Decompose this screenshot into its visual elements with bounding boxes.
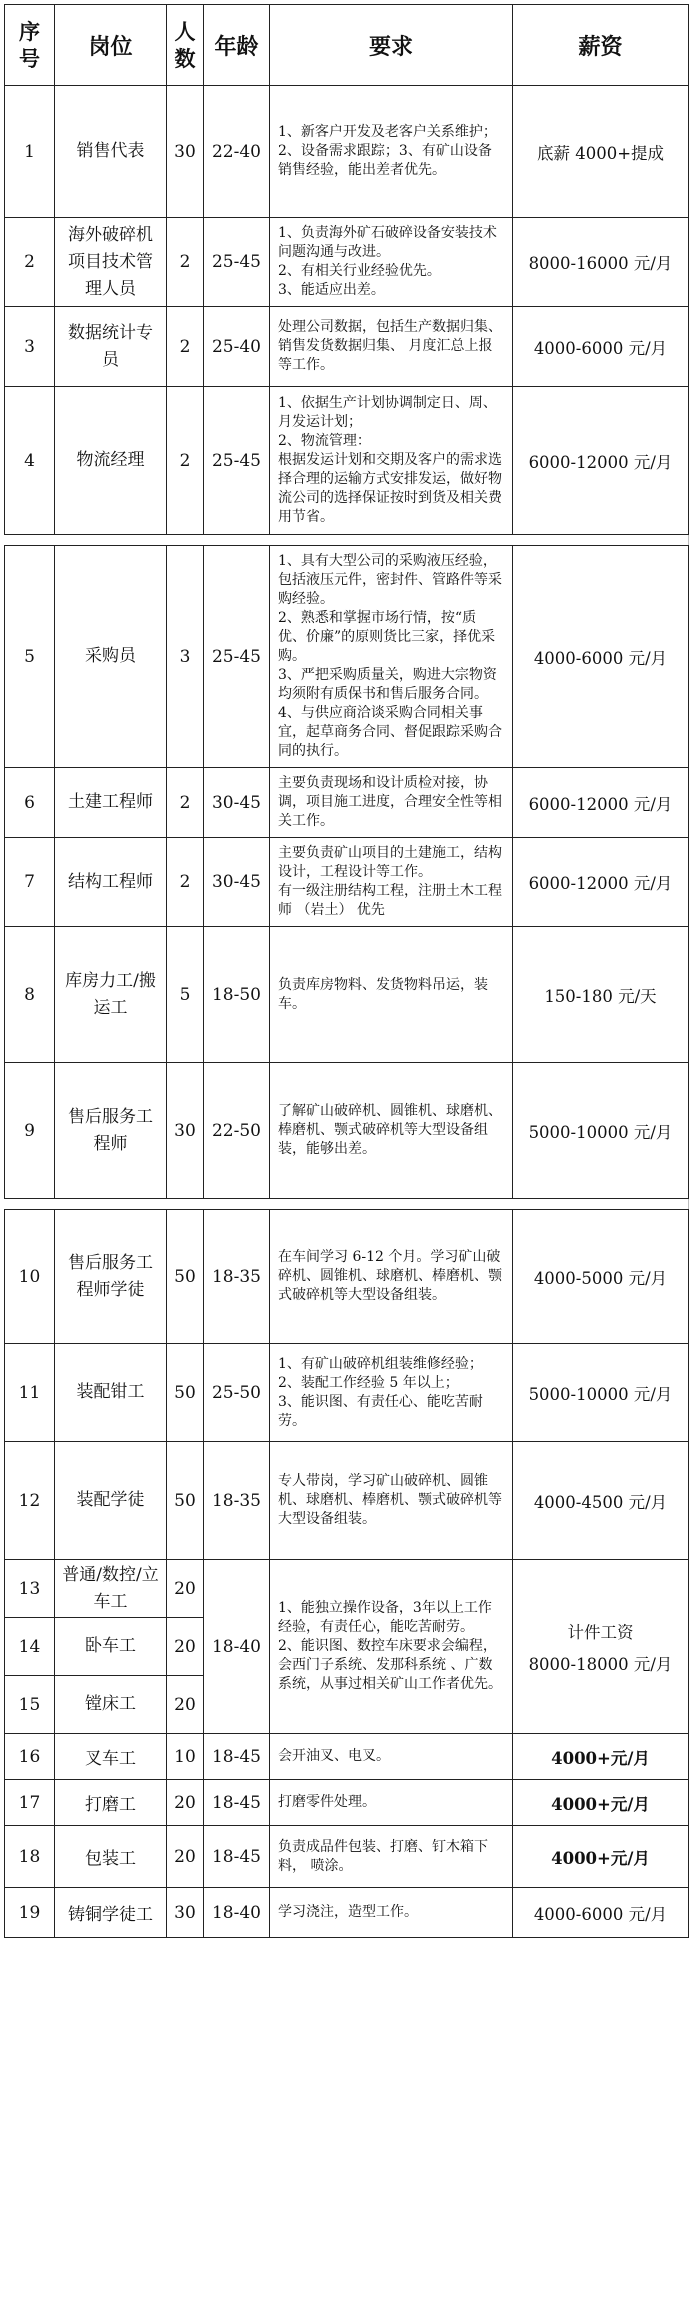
row-post: 结构工程师 <box>55 838 167 927</box>
group-salary-type: 计件工资 <box>567 1622 634 1642</box>
table-row <box>5 927 689 1063</box>
header-no: 序号 <box>5 5 55 86</box>
row-post: 海外破碎机项目技术管理人员 <box>55 218 167 307</box>
row-age: 18-45 <box>204 1780 270 1826</box>
row-no: 9 <box>5 1063 55 1199</box>
row-no: 13 <box>5 1560 55 1618</box>
table-row <box>5 1210 689 1344</box>
section-gap <box>5 1199 689 1210</box>
row-salary: 6000-12000 元/月 <box>513 387 689 535</box>
requirement-line: 3、能识图、有责任心、能吃苦耐劳。 <box>278 1393 483 1429</box>
requirement-line: 1、能独立操作设备，3年以上工作经验，有责任心，能吃苦耐劳。 <box>278 1600 492 1635</box>
row-salary: 4000-6000 元/月 <box>513 546 689 768</box>
row-count: 20 <box>167 1618 204 1676</box>
row-count: 2 <box>167 838 204 927</box>
row-salary: 4000+元/月 <box>513 1826 689 1888</box>
row-no: 7 <box>5 838 55 927</box>
row-salary: 4000+元/月 <box>513 1734 689 1780</box>
row-count: 30 <box>167 86 204 218</box>
row-no: 1 <box>5 86 55 218</box>
requirement-cell <box>270 1344 513 1442</box>
requirement-line: 专人带岗，学习矿山破碎机、圆锥机、球磨机、棒磨机、颚式破碎机等大型设备组装。 <box>278 1473 502 1527</box>
requirement-line: 2、物流管理： <box>278 433 371 449</box>
requirement-cell <box>270 768 513 838</box>
requirement-cell <box>270 927 513 1063</box>
requirement-cell <box>270 546 513 768</box>
row-age: 25-50 <box>204 1344 270 1442</box>
requirement-cell <box>270 86 513 218</box>
requirement-line: 主要负责矿山项目的土建施工，结构设计，工程设计等工作。 <box>278 845 502 880</box>
row-post: 打磨工 <box>55 1780 167 1826</box>
row-no: 19 <box>5 1888 55 1938</box>
row-count: 50 <box>167 1442 204 1560</box>
row-count: 50 <box>167 1344 204 1442</box>
header-age: 年龄 <box>204 5 270 86</box>
row-post: 采购员 <box>55 546 167 768</box>
row-post: 土建工程师 <box>55 768 167 838</box>
group-salary-range: 8000-18000 元/月 <box>528 1654 673 1674</box>
row-salary: 底薪 4000+提成 <box>513 86 689 218</box>
requirement-line: 3、严把采购质量关，购进大宗物资均须附有质保书和售后服务合同。 <box>278 667 497 702</box>
section-gap <box>5 535 689 546</box>
gap-cell <box>55 1199 167 1210</box>
requirement-cell <box>270 1063 513 1199</box>
requirement-cell <box>270 387 513 535</box>
row-count: 30 <box>167 1063 204 1199</box>
row-age: 18-45 <box>204 1734 270 1780</box>
requirement-line: 负责库房物料、发货物料吊运，装车。 <box>278 976 488 1012</box>
gap-cell <box>5 1199 55 1210</box>
gap-cell <box>5 535 55 546</box>
header-salary: 薪资 <box>513 5 689 86</box>
requirement-cell <box>270 1826 513 1888</box>
requirement-line: 处理公司数据，包括生产数据归集、销售发货数据归集、 月度汇总上报等工作。 <box>278 319 502 373</box>
table-row <box>5 546 689 768</box>
row-age: 25-40 <box>204 307 270 387</box>
table-row <box>5 1442 689 1560</box>
row-post: 物流经理 <box>55 387 167 535</box>
requirement-cell <box>270 1210 513 1344</box>
row-age: 22-50 <box>204 1063 270 1199</box>
row-count: 2 <box>167 768 204 838</box>
requirement-line: 在车间学习 6-12 个月。学习矿山破碎机、圆锥机、球磨机、棒磨机、颚式破碎机等大型设备组装。 <box>278 1249 502 1303</box>
requirement-line: 1、具有大型公司的采购液压经验，包括液压元件，密封件、管路件等采购经验。 <box>278 553 502 607</box>
table-row <box>5 1063 689 1199</box>
table-row <box>5 838 689 927</box>
row-post: 销售代表 <box>55 86 167 218</box>
row-count: 10 <box>167 1734 204 1780</box>
row-salary: 5000-10000 元/月 <box>513 1063 689 1199</box>
row-count: 3 <box>167 546 204 768</box>
requirement-line: 2、有相关行业经验优先。 <box>278 263 441 279</box>
group-age: 18-40 <box>204 1560 270 1734</box>
row-no: 12 <box>5 1442 55 1560</box>
gap-cell <box>270 535 513 546</box>
row-post: 镗床工 <box>55 1676 167 1734</box>
requirement-line: 1、有矿山破碎机组装维修经验； <box>278 1355 483 1372</box>
requirement-cell <box>270 307 513 387</box>
row-age: 18-35 <box>204 1210 270 1344</box>
row-age: 18-45 <box>204 1826 270 1888</box>
gap-cell <box>513 535 689 546</box>
row-salary: 4000-5000 元/月 <box>513 1210 689 1344</box>
row-no: 4 <box>5 387 55 535</box>
row-post: 数据统计专员 <box>55 307 167 387</box>
row-salary: 150-180 元/天 <box>513 927 689 1063</box>
requirement-cell <box>270 1734 513 1780</box>
requirement-line: 学习浇注，造型工作。 <box>278 1904 418 1920</box>
gap-cell <box>270 1199 513 1210</box>
row-post: 包装工 <box>55 1826 167 1888</box>
row-post: 叉车工 <box>55 1734 167 1780</box>
gap-cell <box>513 1199 689 1210</box>
requirement-cell <box>270 1560 513 1734</box>
row-salary: 4000+元/月 <box>513 1780 689 1826</box>
row-no: 15 <box>5 1676 55 1734</box>
row-age: 25-45 <box>204 218 270 307</box>
requirement-line: 1、负责海外矿石破碎设备安装技术问题沟通与改进。 <box>278 225 497 260</box>
requirement-cell <box>270 1780 513 1826</box>
row-age: 30-45 <box>204 838 270 927</box>
requirement-line: 2、能识图、数控车床要求会编程，会西门子系统、发那科系统 、广数系统，从事过相关矿山工作者优先。 <box>278 1638 502 1692</box>
row-age: 18-40 <box>204 1888 270 1938</box>
table-row <box>5 768 689 838</box>
requirement-line: 了解矿山破碎机、圆锥机、球磨机、棒磨机、颚式破碎机等大型设备组装，能够出差。 <box>278 1103 502 1157</box>
table-row <box>5 307 689 387</box>
group-salary <box>513 1560 689 1734</box>
row-no: 16 <box>5 1734 55 1780</box>
requirement-line: 有一级注册结构工程，注册土木工程师 （岩土） 优先 <box>278 883 502 918</box>
row-no: 11 <box>5 1344 55 1442</box>
requirement-line: 主要负责现场和设计质检对接，协调，项目施工进度，合理安全性等相关工作。 <box>278 775 502 829</box>
row-salary: 5000-10000 元/月 <box>513 1344 689 1442</box>
requirement-line: 根据发运计划和交期及客户的需求选择合理的运输方式安排发运，做好物流公司的选择保证按时到货及相关费用节省。 <box>278 452 502 525</box>
row-post: 铸铜学徒工 <box>55 1888 167 1938</box>
recruitment-table <box>4 4 689 1938</box>
row-no: 5 <box>5 546 55 768</box>
gap-cell <box>55 535 167 546</box>
row-post: 普通/数控/立车工 <box>55 1560 167 1618</box>
row-count: 5 <box>167 927 204 1063</box>
requirement-line: 2、装配工作经验 5 年以上； <box>278 1374 459 1391</box>
row-no: 3 <box>5 307 55 387</box>
requirement-line: 4、与供应商洽谈采购合同相关事宜，起草商务合同、督促跟踪采购合同的执行。 <box>278 705 502 759</box>
row-age: 25-45 <box>204 546 270 768</box>
row-count: 20 <box>167 1826 204 1888</box>
row-post: 售后服务工程师 <box>55 1063 167 1199</box>
row-count: 2 <box>167 387 204 535</box>
table-row <box>5 1560 689 1618</box>
recruitment-table-sheet <box>4 4 688 1938</box>
requirement-line: 打磨零件处理。 <box>278 1794 376 1810</box>
row-post: 卧车工 <box>55 1618 167 1676</box>
requirement-line: 3、能适应出差。 <box>278 282 385 298</box>
row-post: 库房力工/搬运工 <box>55 927 167 1063</box>
header-count: 人数 <box>167 5 204 86</box>
row-age: 18-35 <box>204 1442 270 1560</box>
gap-cell <box>167 1199 204 1210</box>
requirement-line: 会开油叉、电叉。 <box>278 1748 390 1764</box>
row-salary: 4000-4500 元/月 <box>513 1442 689 1560</box>
row-age: 18-50 <box>204 927 270 1063</box>
table-row <box>5 1734 689 1780</box>
row-no: 10 <box>5 1210 55 1344</box>
table-row <box>5 1888 689 1938</box>
row-count: 20 <box>167 1560 204 1618</box>
header-post: 岗位 <box>55 5 167 86</box>
row-post: 装配钳工 <box>55 1344 167 1442</box>
row-post: 售后服务工程师学徒 <box>55 1210 167 1344</box>
row-age: 30-45 <box>204 768 270 838</box>
row-age: 22-40 <box>204 86 270 218</box>
row-post: 装配学徒 <box>55 1442 167 1560</box>
requirement-line: 1、新客户开发及老客户关系维护；2、设备需求跟踪；3、有矿山设备销售经验，能出差者优先。 <box>278 124 497 178</box>
row-salary: 4000-6000 元/月 <box>513 307 689 387</box>
row-count: 20 <box>167 1676 204 1734</box>
requirement-cell <box>270 1442 513 1560</box>
row-no: 2 <box>5 218 55 307</box>
row-salary: 4000-6000 元/月 <box>513 1888 689 1938</box>
gap-cell <box>204 1199 270 1210</box>
requirement-cell <box>270 838 513 927</box>
requirement-line: 2、熟悉和掌握市场行情，按“质优、价廉”的原则货比三家，择优采购。 <box>278 610 496 664</box>
gap-cell <box>167 535 204 546</box>
row-no: 6 <box>5 768 55 838</box>
row-count: 2 <box>167 307 204 387</box>
table-header-row <box>5 5 689 86</box>
row-salary: 8000-16000 元/月 <box>513 218 689 307</box>
gap-cell <box>204 535 270 546</box>
row-salary: 6000-12000 元/月 <box>513 838 689 927</box>
row-no: 14 <box>5 1618 55 1676</box>
row-no: 17 <box>5 1780 55 1826</box>
table-row <box>5 387 689 535</box>
requirement-cell <box>270 1888 513 1938</box>
row-count: 30 <box>167 1888 204 1938</box>
row-age: 25-45 <box>204 387 270 535</box>
header-req: 要求 <box>270 5 513 86</box>
table-row <box>5 86 689 218</box>
table-row <box>5 1826 689 1888</box>
table-row <box>5 218 689 307</box>
requirement-line: 负责成品件包装、打磨、钉木箱下料， 喷涂。 <box>278 1838 488 1874</box>
row-no: 8 <box>5 927 55 1063</box>
table-row <box>5 1344 689 1442</box>
row-no: 18 <box>5 1826 55 1888</box>
table-row <box>5 1780 689 1826</box>
row-count: 50 <box>167 1210 204 1344</box>
row-count: 2 <box>167 218 204 307</box>
requirement-line: 1、依据生产计划协调制定日、周、月发运计划； <box>278 395 497 430</box>
requirement-cell <box>270 218 513 307</box>
row-count: 20 <box>167 1780 204 1826</box>
row-salary: 6000-12000 元/月 <box>513 768 689 838</box>
